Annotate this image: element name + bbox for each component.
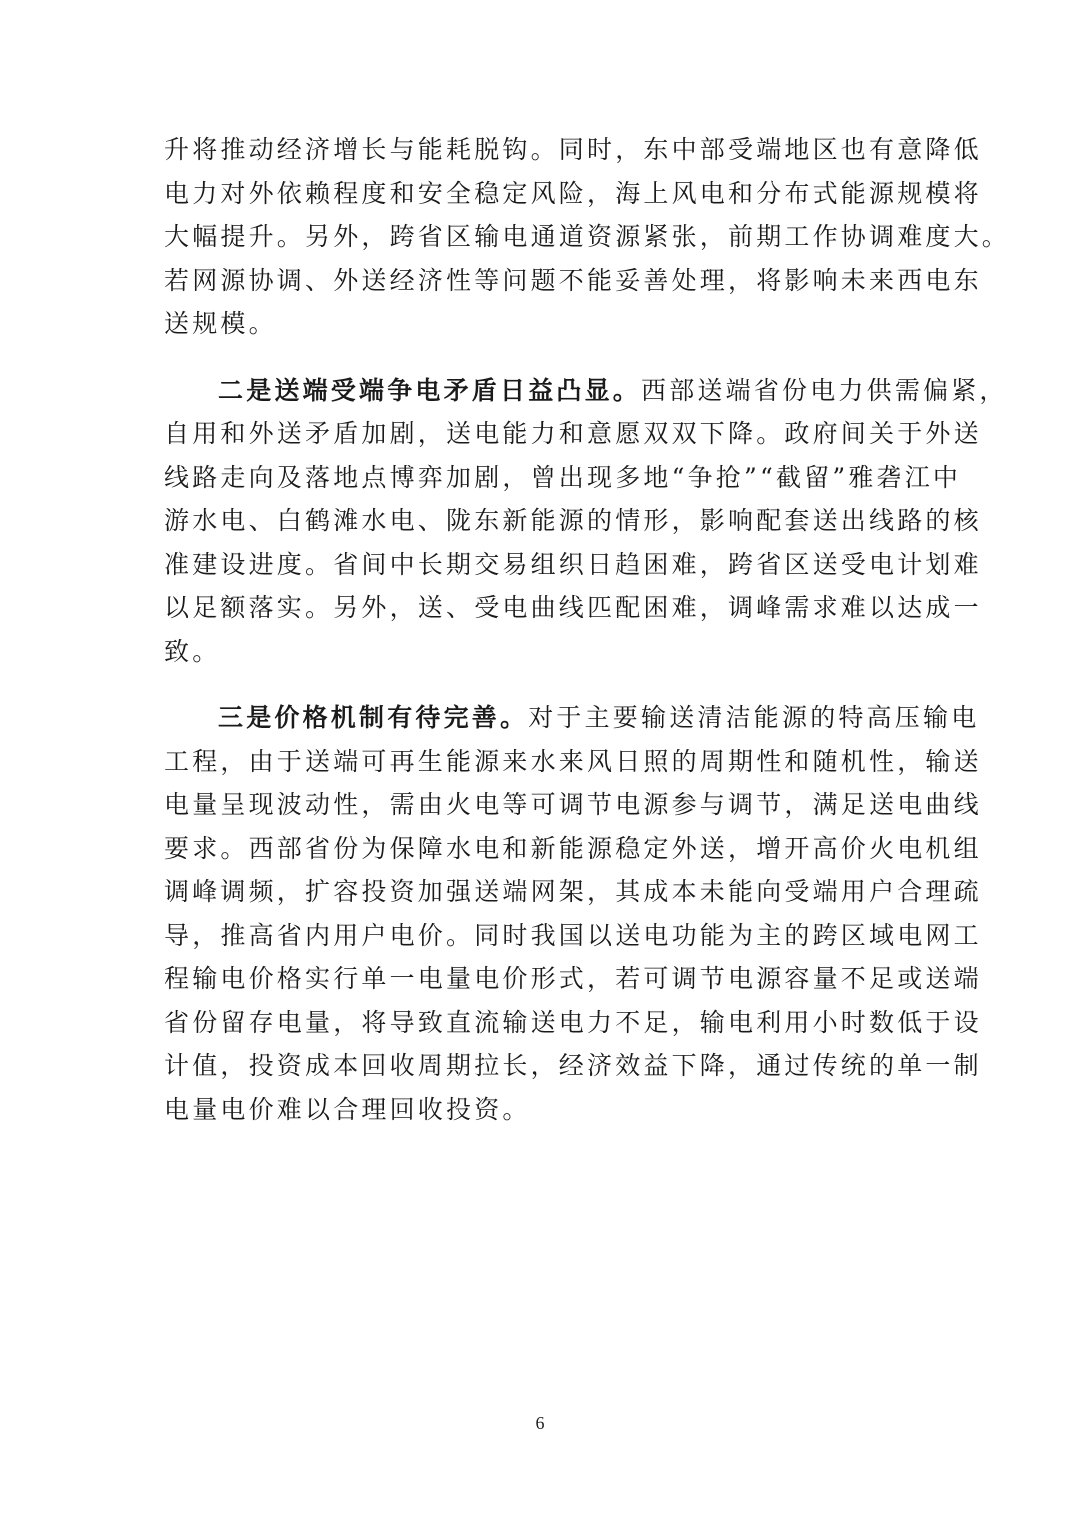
text-line: 自用和外送矛盾加剧，送电能力和意愿双双下降。政府间关于外送 [164, 419, 982, 448]
paragraph-spacer [164, 346, 920, 369]
paragraph-heading: 三是价格机制有待完善。 [218, 703, 529, 732]
document-body [164, 128, 1011, 1131]
paragraph-spacer [164, 673, 920, 696]
page-number: 6 [535, 1413, 545, 1433]
paragraph-2 [164, 369, 1008, 674]
text-line: 计值，投资成本回收周期拉长，经济效益下降，通过传统的单一制 [164, 1051, 982, 1080]
paragraph-1 [164, 128, 1011, 346]
paragraph-text: 西部送端省份电力供需偏紧， [641, 375, 1008, 405]
text-line: 大幅提升。另外，跨省区输电通道资源紧张，前期工作协调难度大。 [164, 222, 1011, 251]
paragraph-first-line [164, 369, 1008, 413]
text-line: 送规模。 [164, 309, 277, 338]
text-line: 电量电价难以合理回收投资。 [164, 1094, 531, 1124]
paragraph-3 [164, 696, 982, 1131]
text-line: 若网源协调、外送经济性等问题不能妥善处理，将影响未来西电东 [164, 265, 982, 295]
text-line: 游水电、白鹤滩水电、陇东新能源的情形，影响配套送出线路的核 [164, 506, 982, 535]
paragraph-heading: 二是送端受端争电矛盾日益凸显。 [218, 375, 642, 405]
text-line: 导，推高省内用户电价。同时我国以送电功能为主的跨区域电网工 [164, 920, 982, 950]
text-line: 以足额落实。另外，送、受电曲线匹配困难，调峰需求难以达成一 [164, 593, 982, 622]
paragraph-text: 对于主要输送清洁能源的特高压输电 [528, 703, 980, 732]
text-line: 升将推动经济增长与能耗脱钩。同时，东中部受端地区也有意降低 [164, 135, 982, 164]
text-line: 省份留存电量，将导致直流输送电力不足，输电利用小时数低于设 [164, 1007, 982, 1037]
text-line: 电量呈现波动性，需由火电等可调节电源参与调节，满足送电曲线 [164, 790, 982, 819]
text-line: 调峰调频，扩容投资加强送端网架，其成本未能向受端用户合理疏 [164, 877, 982, 906]
text-line: 准建设进度。省间中长期交易组织日趋困难，跨省区送受电计划难 [164, 549, 982, 579]
text-line: 工程，由于送端可再生能源来水来风日照的周期性和随机性，输送 [164, 746, 982, 776]
text-line: 要求。西部省份为保障水电和新能源稳定外送，增开高价火电机组 [164, 833, 982, 863]
text-line: 程输电价格实行单一电量电价形式，若可调节电源容量不足或送端 [164, 964, 982, 993]
text-line: 线路走向及落地点博弈加剧，曾出现多地“争抢”“截留”雅砻江中 [164, 462, 962, 492]
text-line: 电力对外依赖程度和安全稳定风险，海上风电和分布式能源规模将 [164, 178, 982, 208]
paragraph-first-line [164, 696, 980, 740]
text-line: 致。 [164, 636, 221, 666]
